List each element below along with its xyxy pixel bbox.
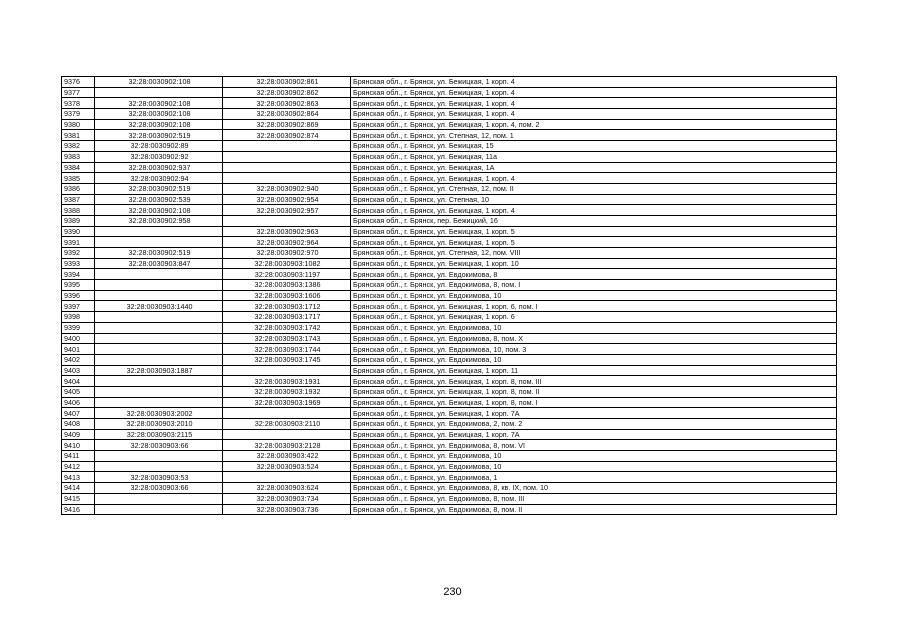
address-cell: Брянская обл., г. Брянск, пер. Бежицкий, 16 xyxy=(351,215,837,226)
table-row xyxy=(62,440,837,451)
address-cell: Брянская обл., г. Брянск, ул. Евдокимова, 8 xyxy=(351,269,837,280)
row-number-cell: 9379 xyxy=(62,109,95,120)
row-number-cell: 9384 xyxy=(62,162,95,173)
address-cell: Брянская обл., г. Брянск, ул. Бежицкая, 1 корп. 5 xyxy=(351,237,837,248)
parent-cadastral-number-cell xyxy=(95,504,223,515)
row-number-cell: 9416 xyxy=(62,504,95,515)
address-cell: Брянская обл., г. Брянск, ул. Бежицкая, 1 корп. 7А xyxy=(351,429,837,440)
table-row xyxy=(62,386,837,397)
row-number-cell: 9377 xyxy=(62,87,95,98)
address-cell: Брянская обл., г. Брянск, ул. Бежицкая, 1 корп. 6 xyxy=(351,312,837,323)
row-number-cell: 9410 xyxy=(62,440,95,451)
row-number-cell: 9383 xyxy=(62,151,95,162)
row-number-cell: 9387 xyxy=(62,194,95,205)
row-number-cell: 9399 xyxy=(62,322,95,333)
cadastral-number-cell: 32:28:0030902:940 xyxy=(223,183,351,194)
address-cell: Брянская обл., г. Брянск, ул. Евдокимова, 8, кв. IX, пом. 10 xyxy=(351,483,837,494)
parent-cadastral-number-cell xyxy=(95,354,223,365)
table-row xyxy=(62,461,837,472)
cadastral-number-cell: 32:28:0030903:1386 xyxy=(223,280,351,291)
cadastral-number-cell: 32:28:0030903:1745 xyxy=(223,354,351,365)
parent-cadastral-number-cell xyxy=(95,376,223,387)
address-cell: Брянская обл., г. Брянск, ул. Бежицкая, 1 корп. 5 xyxy=(351,226,837,237)
address-cell: Брянская обл., г. Брянск, ул. Евдокимова, 2, пом. 2 xyxy=(351,419,837,430)
parent-cadastral-number-cell: 32:28:0030903:66 xyxy=(95,483,223,494)
row-number-cell: 9403 xyxy=(62,365,95,376)
parent-cadastral-number-cell xyxy=(95,312,223,323)
address-cell: Брянская обл., г. Брянск, ул. Евдокимова, 10, пом. 3 xyxy=(351,344,837,355)
table-row xyxy=(62,173,837,184)
address-cell: Брянская обл., г. Брянск, ул. Бежицкая, 1А xyxy=(351,162,837,173)
address-cell: Брянская обл., г. Брянск, ул. Бежицкая, 1 корп. 4 xyxy=(351,98,837,109)
table-row xyxy=(62,408,837,419)
parent-cadastral-number-cell: 32:28:0030903:53 xyxy=(95,472,223,483)
address-cell: Брянская обл., г. Брянск, ул. Бежицкая, 1 корп. 4 xyxy=(351,77,837,88)
parent-cadastral-number-cell xyxy=(95,269,223,280)
row-number-cell: 9414 xyxy=(62,483,95,494)
parent-cadastral-number-cell: 32:28:0030902:958 xyxy=(95,215,223,226)
row-number-cell: 9400 xyxy=(62,333,95,344)
parent-cadastral-number-cell xyxy=(95,493,223,504)
table-row xyxy=(62,183,837,194)
table-row xyxy=(62,119,837,130)
cadastral-number-cell: 32:28:0030902:862 xyxy=(223,87,351,98)
parent-cadastral-number-cell: 32:28:0030902:108 xyxy=(95,98,223,109)
cadastral-number-cell: 32:28:0030903:1082 xyxy=(223,258,351,269)
parent-cadastral-number-cell xyxy=(95,386,223,397)
table-row xyxy=(62,205,837,216)
address-cell: Брянская обл., г. Брянск, ул. Бежицкая, 1 корп. 7А xyxy=(351,408,837,419)
row-number-cell: 9391 xyxy=(62,237,95,248)
address-cell: Брянская обл., г. Брянск, ул. Евдокимова, 1 xyxy=(351,472,837,483)
parent-cadastral-number-cell: 32:28:0030902:89 xyxy=(95,141,223,152)
row-number-cell: 9413 xyxy=(62,472,95,483)
parent-cadastral-number-cell: 32:28:0030903:2115 xyxy=(95,429,223,440)
cadastral-number-cell xyxy=(223,408,351,419)
cadastral-number-cell: 32:28:0030903:1931 xyxy=(223,376,351,387)
row-number-cell: 9415 xyxy=(62,493,95,504)
address-cell: Брянская обл., г. Брянск, ул. Евдокимова, 8, пом. III xyxy=(351,493,837,504)
parent-cadastral-number-cell xyxy=(95,290,223,301)
cadastral-number-cell: 32:28:0030902:954 xyxy=(223,194,351,205)
row-number-cell: 9390 xyxy=(62,226,95,237)
row-number-cell: 9412 xyxy=(62,461,95,472)
parent-cadastral-number-cell: 32:28:0030903:847 xyxy=(95,258,223,269)
row-number-cell: 9394 xyxy=(62,269,95,280)
parent-cadastral-number-cell: 32:28:0030902:108 xyxy=(95,119,223,130)
cadastral-number-cell xyxy=(223,151,351,162)
table-row xyxy=(62,376,837,387)
parent-cadastral-number-cell: 32:28:0030902:108 xyxy=(95,205,223,216)
address-cell: Брянская обл., г. Брянск, ул. Евдокимова, 10 xyxy=(351,322,837,333)
address-cell: Брянская обл., г. Брянск, ул. Степная, 12, пом. VIII xyxy=(351,248,837,259)
address-cell: Брянская обл., г. Брянск, ул. Бежицкая, 1 корп. 4 xyxy=(351,205,837,216)
cadastral-number-cell: 32:28:0030902:964 xyxy=(223,237,351,248)
parent-cadastral-number-cell: 32:28:0030902:937 xyxy=(95,162,223,173)
cadastral-number-cell xyxy=(223,365,351,376)
cadastral-number-cell: 32:28:0030902:970 xyxy=(223,248,351,259)
table-row xyxy=(62,77,837,88)
row-number-cell: 9393 xyxy=(62,258,95,269)
address-cell: Брянская обл., г. Брянск, ул. Евдокимова, 10 xyxy=(351,451,837,462)
cadastral-number-cell: 32:28:0030902:861 xyxy=(223,77,351,88)
cadastral-number-cell xyxy=(223,215,351,226)
parent-cadastral-number-cell: 32:28:0030902:519 xyxy=(95,183,223,194)
parent-cadastral-number-cell: 32:28:0030902:539 xyxy=(95,194,223,205)
parent-cadastral-number-cell: 32:28:0030902:108 xyxy=(95,109,223,120)
table-row xyxy=(62,109,837,120)
parent-cadastral-number-cell: 32:28:0030902:108 xyxy=(95,77,223,88)
row-number-cell: 9409 xyxy=(62,429,95,440)
table-row xyxy=(62,322,837,333)
cadastral-number-cell: 32:28:0030903:1969 xyxy=(223,397,351,408)
address-cell: Брянская обл., г. Брянск, ул. Степная, 10 xyxy=(351,194,837,205)
row-number-cell: 9378 xyxy=(62,98,95,109)
row-number-cell: 9405 xyxy=(62,386,95,397)
table-row xyxy=(62,87,837,98)
address-cell: Брянская обл., г. Брянск, ул. Евдокимова, 8, пом. II xyxy=(351,504,837,515)
table-row xyxy=(62,269,837,280)
page-number: 230 xyxy=(443,586,462,598)
parent-cadastral-number-cell: 32:28:0030903:2010 xyxy=(95,419,223,430)
cadastral-number-cell: 32:28:0030903:2128 xyxy=(223,440,351,451)
cadastral-number-cell: 32:28:0030903:2110 xyxy=(223,419,351,430)
table-row xyxy=(62,130,837,141)
parent-cadastral-number-cell xyxy=(95,333,223,344)
row-number-cell: 9385 xyxy=(62,173,95,184)
table-row xyxy=(62,493,837,504)
address-cell: Брянская обл., г. Брянск, ул. Степная, 12, пом. II xyxy=(351,183,837,194)
parent-cadastral-number-cell xyxy=(95,322,223,333)
cadastral-number-cell: 32:28:0030902:957 xyxy=(223,205,351,216)
row-number-cell: 9402 xyxy=(62,354,95,365)
table-row xyxy=(62,419,837,430)
cadastral-number-cell: 32:28:0030903:1197 xyxy=(223,269,351,280)
row-number-cell: 9382 xyxy=(62,141,95,152)
cadastral-number-cell: 32:28:0030902:863 xyxy=(223,98,351,109)
address-cell: Брянская обл., г. Брянск, ул. Евдокимова, 10 xyxy=(351,354,837,365)
address-cell: Брянская обл., г. Брянск, ул. Евдокимова, 8, пом. X xyxy=(351,333,837,344)
table-row xyxy=(62,98,837,109)
table-row xyxy=(62,472,837,483)
row-number-cell: 9398 xyxy=(62,312,95,323)
table-row xyxy=(62,397,837,408)
table-row xyxy=(62,344,837,355)
address-cell: Брянская обл., г. Брянск, ул. Евдокимова, 10 xyxy=(351,461,837,472)
parent-cadastral-number-cell xyxy=(95,451,223,462)
cadastral-number-cell xyxy=(223,141,351,152)
cadastral-number-cell: 32:28:0030903:1606 xyxy=(223,290,351,301)
cadastral-number-cell: 32:28:0030903:1743 xyxy=(223,333,351,344)
address-cell: Брянская обл., г. Брянск, ул. Бежицкая, 1 корп. 4 xyxy=(351,87,837,98)
parent-cadastral-number-cell xyxy=(95,344,223,355)
address-cell: Брянская обл., г. Брянск, ул. Бежицкая, 1 корп. 8, пом. II xyxy=(351,386,837,397)
table-row xyxy=(62,280,837,291)
parent-cadastral-number-cell xyxy=(95,461,223,472)
table-row xyxy=(62,141,837,152)
table-row xyxy=(62,237,837,248)
parent-cadastral-number-cell: 32:28:0030902:94 xyxy=(95,173,223,184)
parent-cadastral-number-cell xyxy=(95,280,223,291)
row-number-cell: 9407 xyxy=(62,408,95,419)
parent-cadastral-number-cell: 32:28:0030902:92 xyxy=(95,151,223,162)
parent-cadastral-number-cell xyxy=(95,237,223,248)
cadastral-number-cell: 32:28:0030902:864 xyxy=(223,109,351,120)
row-number-cell: 9411 xyxy=(62,451,95,462)
table-row xyxy=(62,354,837,365)
row-number-cell: 9386 xyxy=(62,183,95,194)
table-row xyxy=(62,290,837,301)
table-row xyxy=(62,483,837,494)
parent-cadastral-number-cell: 32:28:0030903:66 xyxy=(95,440,223,451)
table-row xyxy=(62,365,837,376)
row-number-cell: 9404 xyxy=(62,376,95,387)
row-number-cell: 9392 xyxy=(62,248,95,259)
row-number-cell: 9408 xyxy=(62,419,95,430)
cadastral-number-cell xyxy=(223,429,351,440)
table-row xyxy=(62,258,837,269)
row-number-cell: 9376 xyxy=(62,77,95,88)
table-row xyxy=(62,226,837,237)
table-row xyxy=(62,312,837,323)
row-number-cell: 9381 xyxy=(62,130,95,141)
parent-cadastral-number-cell: 32:28:0030903:2002 xyxy=(95,408,223,419)
row-number-cell: 9389 xyxy=(62,215,95,226)
address-cell: Брянская обл., г. Брянск, ул. Бежицкая, 15 xyxy=(351,141,837,152)
cadastral-number-cell xyxy=(223,173,351,184)
table-row xyxy=(62,248,837,259)
cadastral-number-cell xyxy=(223,162,351,173)
parent-cadastral-number-cell: 32:28:0030902:519 xyxy=(95,130,223,141)
row-number-cell: 9406 xyxy=(62,397,95,408)
cadastral-number-cell: 32:28:0030903:422 xyxy=(223,451,351,462)
address-cell: Брянская обл., г. Брянск, ул. Бежицкая, 1 корп. 10 xyxy=(351,258,837,269)
table-row xyxy=(62,504,837,515)
address-cell: Брянская обл., г. Брянск, ул. Бежицкая, 1 корп. 11 xyxy=(351,365,837,376)
table-row xyxy=(62,162,837,173)
parent-cadastral-number-cell: 32:28:0030903:1440 xyxy=(95,301,223,312)
table-row xyxy=(62,429,837,440)
cadastral-number-cell xyxy=(223,472,351,483)
cadastral-number-cell: 32:28:0030903:1932 xyxy=(223,386,351,397)
row-number-cell: 9397 xyxy=(62,301,95,312)
table-row xyxy=(62,451,837,462)
address-cell: Брянская обл., г. Брянск, ул. Бежицкая, 11а xyxy=(351,151,837,162)
row-number-cell: 9388 xyxy=(62,205,95,216)
table-row xyxy=(62,215,837,226)
address-cell: Брянская обл., г. Брянск, ул. Бежицкая, 1 корп. 4 xyxy=(351,109,837,120)
address-cell: Брянская обл., г. Брянск, ул. Бежицкая, 1 корп. 4, пом. 2 xyxy=(351,119,837,130)
address-cell: Брянская обл., г. Брянск, ул. Бежицкая, 1 корп. 8, пом. III xyxy=(351,376,837,387)
parent-cadastral-number-cell: 32:28:0030902:519 xyxy=(95,248,223,259)
cadastral-number-cell: 32:28:0030903:1742 xyxy=(223,322,351,333)
table-row xyxy=(62,301,837,312)
parent-cadastral-number-cell: 32:28:0030903:1887 xyxy=(95,365,223,376)
cadastral-number-cell: 32:28:0030903:1744 xyxy=(223,344,351,355)
cadastral-number-cell: 32:28:0030903:624 xyxy=(223,483,351,494)
cadastral-number-cell: 32:28:0030903:524 xyxy=(223,461,351,472)
cadastral-number-cell: 32:28:0030903:1712 xyxy=(223,301,351,312)
cadastral-number-cell: 32:28:0030902:874 xyxy=(223,130,351,141)
parent-cadastral-number-cell xyxy=(95,226,223,237)
row-number-cell: 9395 xyxy=(62,280,95,291)
parent-cadastral-number-cell xyxy=(95,87,223,98)
table-row xyxy=(62,333,837,344)
cadastral-number-cell: 32:28:0030902:869 xyxy=(223,119,351,130)
cadastral-number-cell: 32:28:0030902:963 xyxy=(223,226,351,237)
table-row xyxy=(62,194,837,205)
cadastral-number-cell: 32:28:0030903:1717 xyxy=(223,312,351,323)
table-body xyxy=(62,77,837,515)
address-cell: Брянская обл., г. Брянск, ул. Бежицкая, 1 корп. 6, пом. I xyxy=(351,301,837,312)
cadastral-number-cell: 32:28:0030903:736 xyxy=(223,504,351,515)
parent-cadastral-number-cell xyxy=(95,397,223,408)
address-cell: Брянская обл., г. Брянск, ул. Степная, 12, пом. 1 xyxy=(351,130,837,141)
row-number-cell: 9380 xyxy=(62,119,95,130)
address-cell: Брянская обл., г. Брянск, ул. Евдокимова, 8, пом. I xyxy=(351,280,837,291)
address-cell: Брянская обл., г. Брянск, ул. Бежицкая, 1 корп. 4 xyxy=(351,173,837,184)
address-cell: Брянская обл., г. Брянск, ул. Евдокимова, 10 xyxy=(351,290,837,301)
property-register-table xyxy=(61,76,837,515)
row-number-cell: 9401 xyxy=(62,344,95,355)
row-number-cell: 9396 xyxy=(62,290,95,301)
address-cell: Брянская обл., г. Брянск, ул. Евдокимова, 8, пом. VI xyxy=(351,440,837,451)
table-row xyxy=(62,151,837,162)
cadastral-number-cell: 32:28:0030903:734 xyxy=(223,493,351,504)
address-cell: Брянская обл., г. Брянск, ул. Бежицкая, 1 корп. 8, пом. I xyxy=(351,397,837,408)
